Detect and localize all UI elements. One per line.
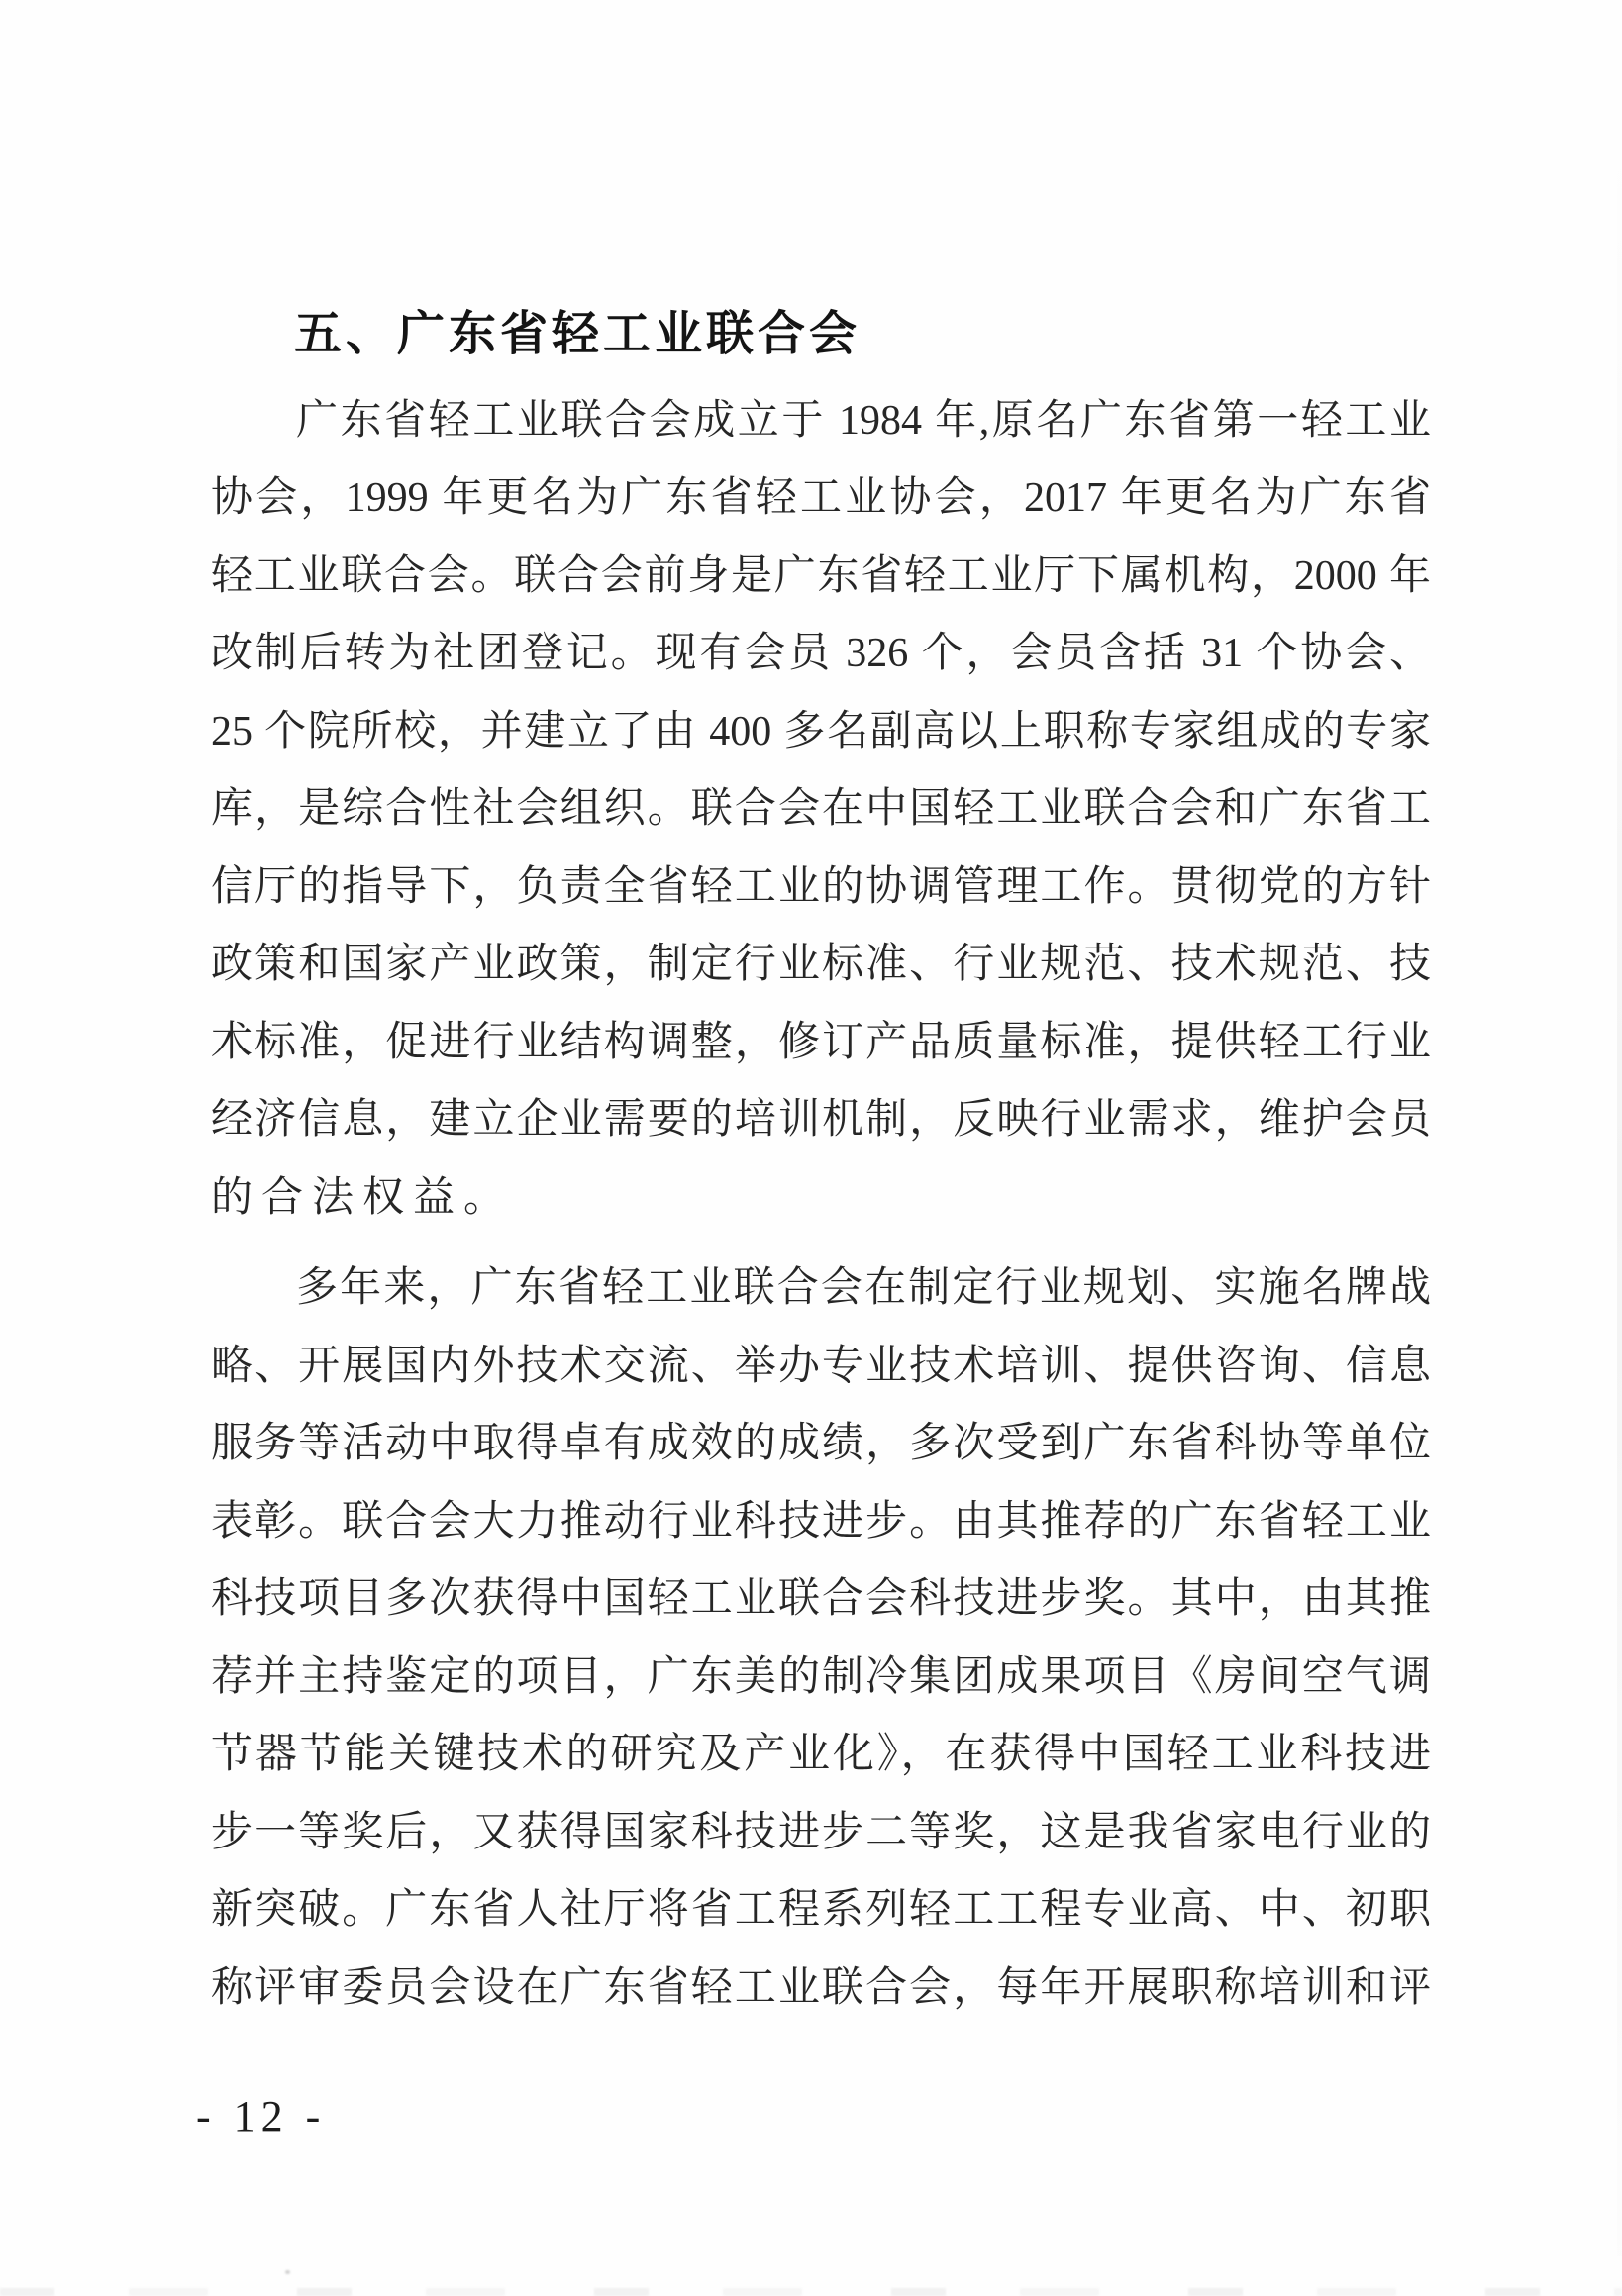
document-content	[211, 296, 1431, 2027]
text-line: 称评审委员会设在广东省轻工业联合会，每年开展职称培训和评	[211, 1964, 1431, 2011]
paragraph	[211, 1249, 1431, 2027]
text-line: 术标准，促进行业结构调整，修订产品质量标准，提供轻工行业	[211, 1019, 1431, 1065]
text-line: 荐并主持鉴定的项目，广东美的制冷集团成果项目《房间空气调	[211, 1653, 1431, 1700]
text-line: 科技项目多次获得中国轻工业联合会科技进步奖。其中，由其推	[211, 1576, 1431, 1622]
text-line: 信厅的指导下，负责全省轻工业的协调管理工作。贯彻党的方针	[211, 863, 1431, 910]
text-line: 轻工业联合会。联合会前身是广东省轻工业厅下属机构，2000 年	[211, 552, 1431, 599]
text-line: 节器节能关键技术的研究及产业化》，在获得中国轻工业科技进	[211, 1732, 1431, 1777]
scan-artifact-right-edge	[1617, 119, 1622, 2256]
body-text	[211, 382, 1431, 2028]
text-line: 略、开展国内外技术交流、举办专业技术培训、提供咨询、信息	[211, 1343, 1431, 1389]
text-line: 经济信息，建立企业需要的培训机制，反映行业需求，维护会员	[211, 1097, 1431, 1143]
text-line: 协会，1999 年更名为广东省轻工业协会，2017 年更名为广东省	[211, 475, 1431, 521]
section-heading: 五、广东省轻工业联合会	[294, 308, 862, 360]
text-line: 新突破。广东省人社厅将省工程系列轻工工程专业高、中、初职	[211, 1887, 1431, 1933]
paragraph	[211, 382, 1431, 1238]
text-line: 广东省轻工业联合会成立于 1984 年,原名广东省第一轻工业	[296, 397, 1431, 444]
scan-artifact-speck	[285, 2270, 290, 2274]
scan-artifact-bottom-edge	[0, 2288, 1622, 2296]
text-line: 多年来，广东省轻工业联合会在制定行业规划、实施名牌战	[296, 1265, 1431, 1311]
text-line: 库，是综合性社会组织。联合会在中国轻工业联合会和广东省工	[211, 786, 1431, 832]
text-line: 政策和国家产业政策，制定行业标准、行业规范、技术规范、技	[211, 942, 1431, 987]
text-line: 的合法权益。	[211, 1174, 515, 1221]
text-line: 改制后转为社团登记。现有会员 326 个，会员含括 31 个协会、	[211, 631, 1431, 676]
page-number: - 12 -	[196, 2092, 327, 2141]
text-line: 步一等奖后，又获得国家科技进步二等奖，这是我省家电行业的	[211, 1809, 1431, 1855]
text-line: 25 个院所校，并建立了由 400 多名副高以上职称专家组成的专家	[211, 708, 1431, 754]
text-line: 服务等活动中取得卓有成效的成绩，多次受到广东省科协等单位	[211, 1421, 1431, 1466]
text-line: 表彰。联合会大力推动行业科技进步。由其推荐的广东省轻工业	[211, 1498, 1431, 1545]
